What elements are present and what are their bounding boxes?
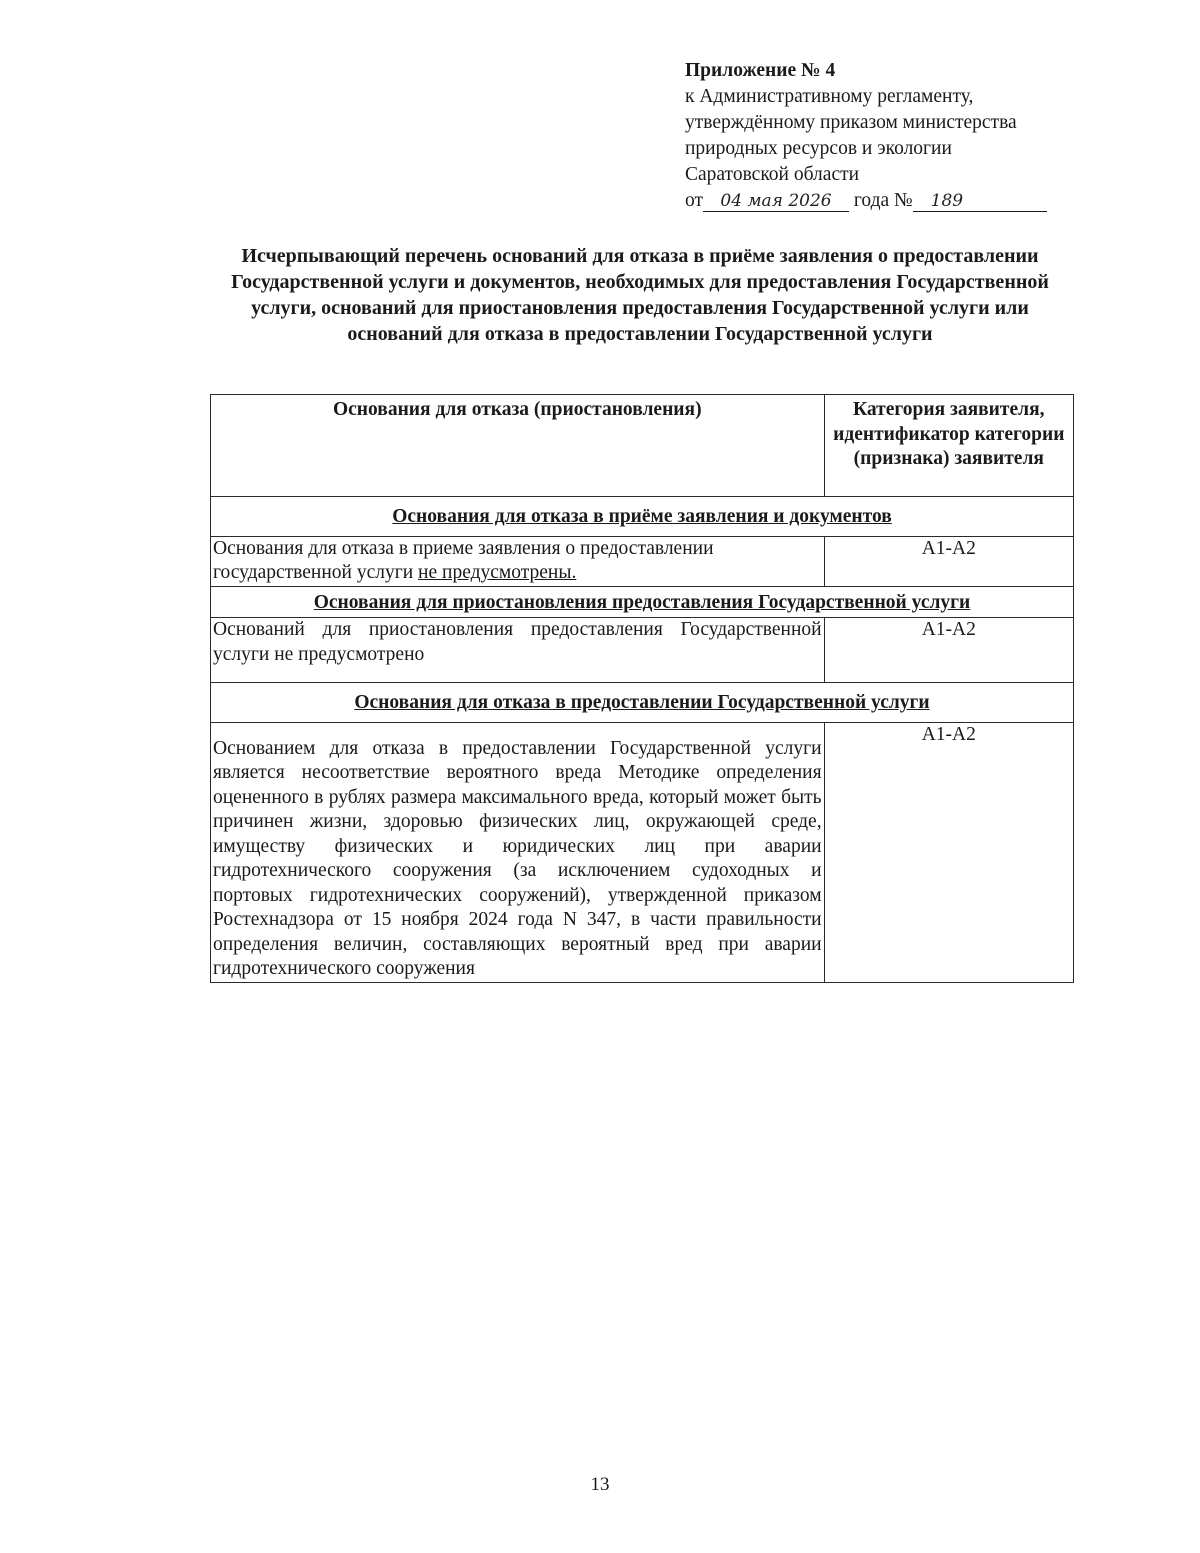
reason-cell: Оснований для приостановления предоставления Государственной услуги не предусмотрено	[211, 618, 825, 683]
page-number: 13	[590, 1474, 610, 1495]
reason-text: Основания для отказа в приеме заявления о предоставлении государственной услуги	[213, 537, 714, 583]
appendix-title: Приложение № 4	[685, 60, 836, 81]
table-row	[211, 618, 1074, 683]
date-prefix: от	[685, 190, 704, 211]
section-row	[211, 497, 1074, 537]
handwritten-date: 04 мая 2026	[703, 191, 849, 212]
section-title: Основания для отказа в предоставлении Государственной услуги	[211, 683, 1074, 723]
section-row	[211, 683, 1074, 723]
category-cell: А1-А2	[824, 722, 1073, 982]
category-cell: А1-А2	[824, 618, 1073, 683]
date-suffix: года	[853, 190, 890, 211]
table-row	[211, 722, 1074, 982]
header-category: Категория заявителя, идентификатор категории (признака) заявителя	[824, 395, 1073, 497]
section-row	[211, 586, 1074, 618]
document-title: Исчерпывающий перечень оснований для отказа в приёме заявления о предоставлении Государственной услуги и документов, необходимых для предоставления Государственной услуги, оснований для приостановления предоставления Государственной услуги или оснований для отказа в предоставлении Государственной услуги	[231, 245, 1049, 345]
number-prefix: №	[894, 190, 913, 211]
reason-cell: Основанием для отказа в предоставлении Государственной услуги является несоответствие вероятного вреда Методике определения оцененного в рублях размера максимального вреда, который может быть причинен жизни, здоровью физических лиц, окружающей среде, имуществу физических и юридических лиц при аварии гидротехнического сооружения (за исключением судоходных и портовых гидротехнических сооружений), утвержденной приказом Ростехнадзора от 15 ноября 2024 года N 347, в части правильности определения величин, составляющих вероятный вред при аварии гидротехнического сооружения	[211, 722, 825, 982]
section-title: Основания для отказа в приёме заявления и документов	[211, 497, 1074, 537]
section-title: Основания для приостановления предоставления Государственной услуги	[211, 586, 1074, 618]
appendix-line: к Административному регламенту,	[685, 86, 974, 107]
appendix-line: природных ресурсов и экологии	[685, 138, 952, 159]
table-header-row	[211, 395, 1074, 497]
grounds-table	[210, 394, 1074, 983]
table-row	[211, 536, 1074, 586]
appendix-block	[685, 58, 1105, 214]
appendix-date-line	[685, 188, 1105, 214]
appendix-line: утверждённому приказом министерства	[685, 112, 1017, 133]
appendix-line: Саратовской области	[685, 164, 860, 185]
category-cell: А1-А2	[824, 536, 1073, 586]
handwritten-number: 189	[913, 191, 1047, 212]
header-reason: Основания для отказа (приостановления)	[211, 395, 825, 497]
reason-cell	[211, 536, 825, 586]
reason-underlined-text: не предусмотрены.	[418, 562, 577, 583]
